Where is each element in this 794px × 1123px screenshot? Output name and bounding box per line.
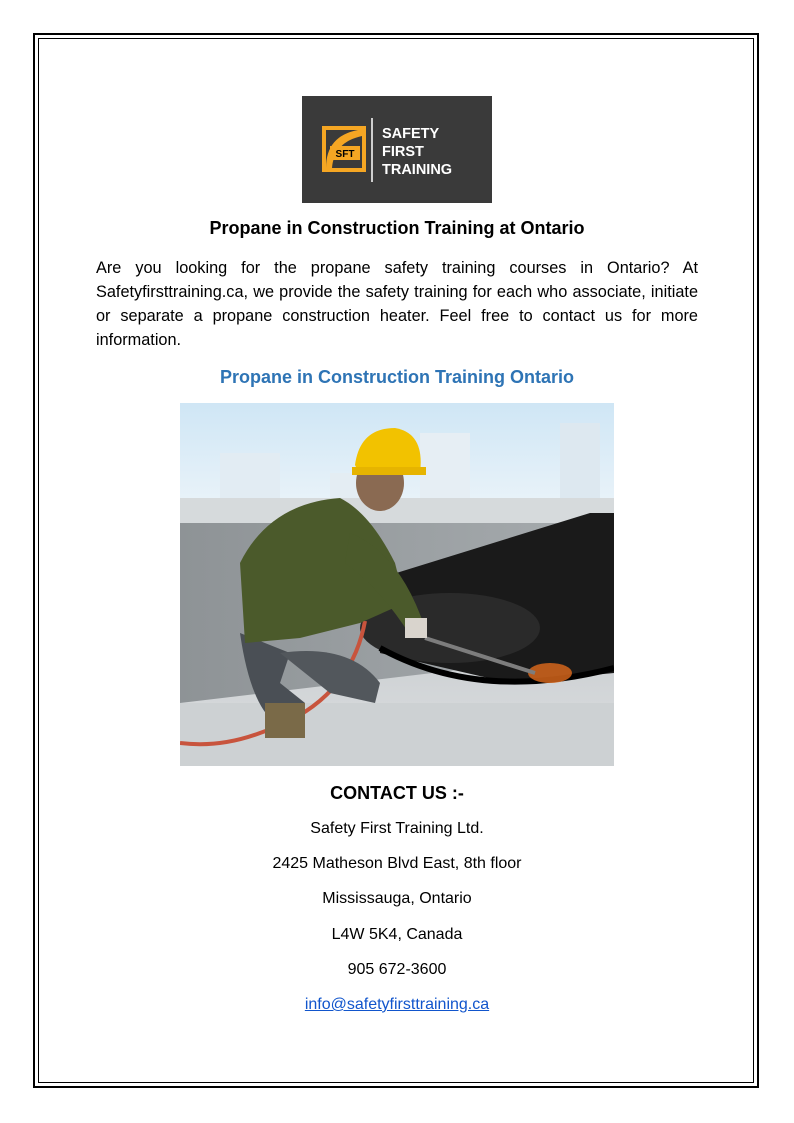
contact-email-line [96,996,698,1014]
contact-email-link[interactable]: info@safetyfirsttraining.ca [304,996,490,1013]
contact-company: Safety First Training Ltd. [310,820,484,837]
contact-postal: L4W 5K4, Canada [331,926,463,943]
contact-city: Mississauga, Ontario [322,890,472,907]
logo-line-3: TRAINING [382,162,453,178]
logo-line-2: FIRST [382,144,424,160]
section-subtitle: Propane in Construction Training Ontario [219,367,574,387]
page-title: Propane in Construction Training at Ontario [209,218,585,238]
logo-line-1: SAFETY [382,126,440,142]
intro-paragraph: Are you looking for the propane safety training courses in Ontario? At Safetyfirsttraining.ca, we provide the safety training for each who associate, initiate or separate a propane construction heater. Feel free to contact us for more information. [96,259,698,349]
contact-address: 2425 Matheson Blvd East, 8th floor [272,855,522,872]
contact-phone: 905 672-3600 [347,961,447,978]
contact-heading: CONTACT US :- [330,783,464,803]
worker-torching-roof-photo [180,403,614,766]
logo-mark-text: SFT [335,149,355,160]
safety-first-training-logo [302,96,492,203]
